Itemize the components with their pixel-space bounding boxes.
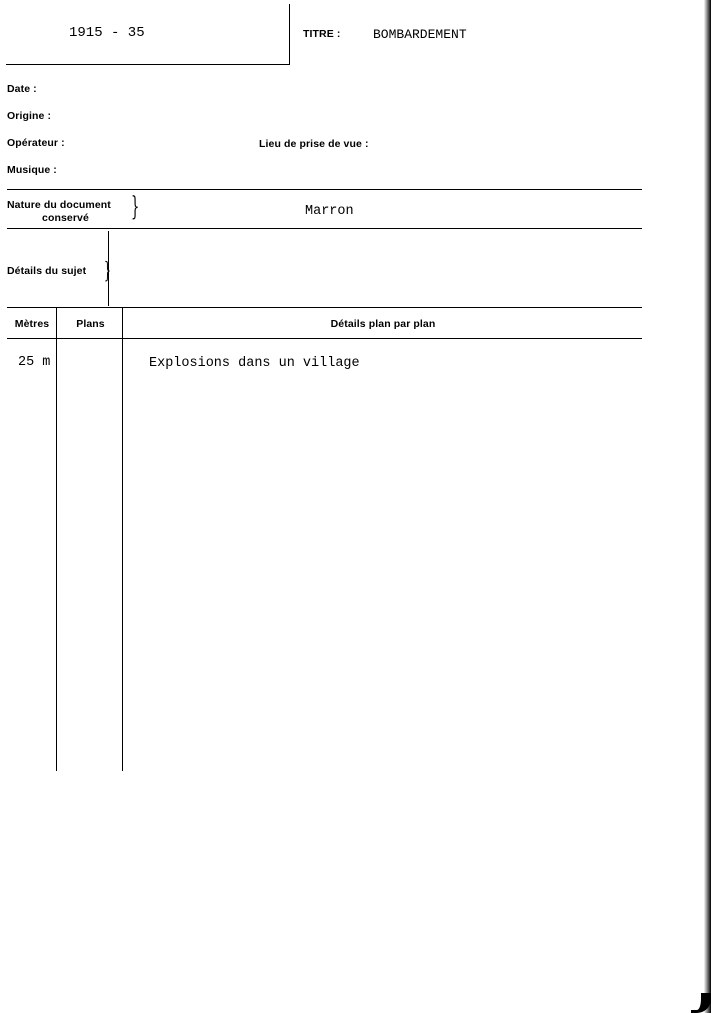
reference-number: 1915 - 35 xyxy=(69,25,145,41)
page-edge-shadow xyxy=(699,0,711,1013)
date-label: Date : xyxy=(7,83,37,95)
lieu-label: Lieu de prise de vue : xyxy=(259,138,369,150)
table-row-metres: 25 m xyxy=(18,355,51,370)
titre-value: BOMBARDEMENT xyxy=(373,27,467,42)
details-sujet-brace: } xyxy=(104,259,111,284)
nature-bottom-line xyxy=(7,228,642,229)
column-header-plans: Plans xyxy=(76,318,105,330)
nature-value: Marron xyxy=(305,204,354,219)
column-divider-metres xyxy=(56,308,57,771)
musique-label: Musique : xyxy=(7,164,57,176)
header-box-right-line xyxy=(289,4,290,65)
nature-label-line2: conservé xyxy=(42,212,89,224)
operateur-label: Opérateur : xyxy=(7,137,65,149)
nature-brace: } xyxy=(131,192,140,222)
table-header-bottom-line xyxy=(7,338,642,339)
column-header-details: Détails plan par plan xyxy=(330,318,436,330)
table-top-line xyxy=(7,307,642,308)
nature-label-line1: Nature du document xyxy=(7,199,111,211)
column-header-metres: Mètres xyxy=(14,318,50,330)
nature-top-line xyxy=(7,189,642,190)
table-row-details: Explosions dans un village xyxy=(149,356,360,371)
column-divider-plans xyxy=(122,308,123,771)
details-sujet-label: Détails du sujet xyxy=(7,265,87,277)
header-box-bottom-line xyxy=(6,64,290,65)
origine-label: Origine : xyxy=(7,110,52,122)
titre-label: TITRE : xyxy=(303,28,341,40)
